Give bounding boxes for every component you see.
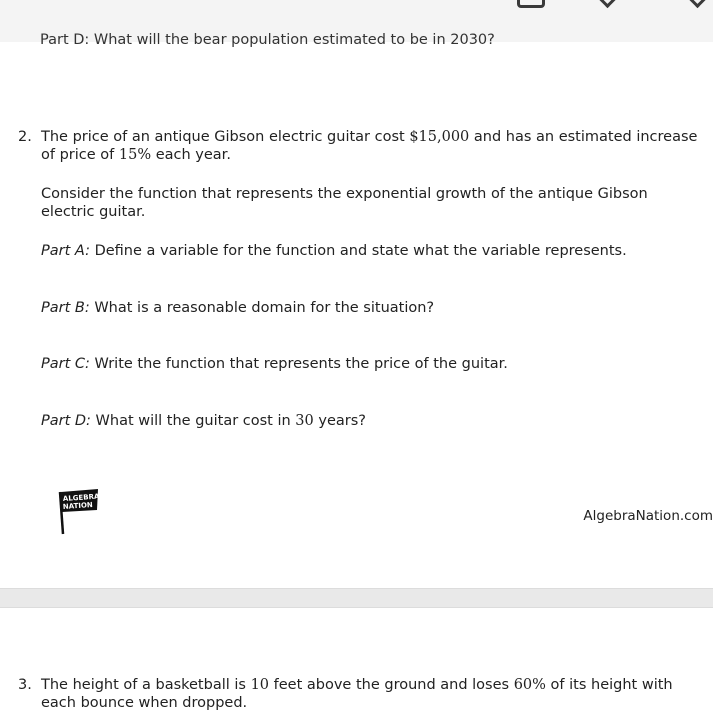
part-c	[41, 355, 508, 373]
question-3-intro: The height of a basketball is	[41, 677, 251, 693]
chevron-down-icon[interactable]	[597, 0, 618, 8]
consider-text: Consider the function that represents the exponential growth of the antique Gibson electric guitar.	[41, 186, 648, 220]
part-text: Write the function that represents the price of the guitar.	[89, 356, 508, 372]
question-3-intro-cont: feet above the ground and loses	[269, 677, 514, 693]
chevron-down-icon[interactable]	[687, 0, 708, 8]
part-text: Define a variable for the function and state what the variable represents.	[89, 243, 627, 259]
question-3-intro-end: of its height with each bounce when dropped.	[41, 677, 673, 711]
question-number: 2.	[18, 129, 32, 145]
part-b	[41, 299, 434, 317]
worksheet-page	[0, 32, 713, 588]
question-number: 3.	[18, 677, 32, 693]
question-2-intro-end: each year.	[151, 147, 231, 163]
question-3-text	[41, 676, 701, 712]
price-value: $15,000	[409, 129, 470, 145]
years-value: 30	[295, 413, 314, 429]
rate-value: 15%	[118, 147, 152, 163]
page-separator	[0, 588, 713, 608]
page-icon[interactable]	[517, 0, 545, 8]
question-2-text	[41, 128, 713, 164]
part-text: What will the guitar cost in	[90, 413, 296, 429]
part-label: Part B:	[41, 300, 90, 316]
site-name: AlgebraNation.com	[583, 508, 713, 524]
part-a	[41, 242, 627, 260]
height-value: 10	[250, 677, 270, 693]
part-label: Part D:	[41, 413, 91, 429]
part-label: Part A:	[41, 243, 90, 259]
algebra-nation-flag-logo	[56, 488, 100, 536]
logo-line-2: NATION	[62, 500, 94, 512]
part-label: Part C:	[41, 356, 90, 372]
logo-line-1: ALGEBRA	[62, 492, 100, 504]
previous-question-part-d: Part D: What will the bear population estimated to be in 2030?	[40, 32, 495, 48]
question-2-intro-cont: and has an estimated increase of price of	[41, 129, 698, 163]
part-d	[41, 412, 366, 430]
loss-value: 60%	[513, 677, 546, 693]
worksheet-page-next	[0, 608, 713, 713]
part-text-end: years?	[313, 413, 366, 429]
question-2-intro: The price of an antique Gibson electric guitar cost	[41, 129, 410, 145]
part-text: What is a reasonable domain for the situation?	[89, 300, 435, 316]
